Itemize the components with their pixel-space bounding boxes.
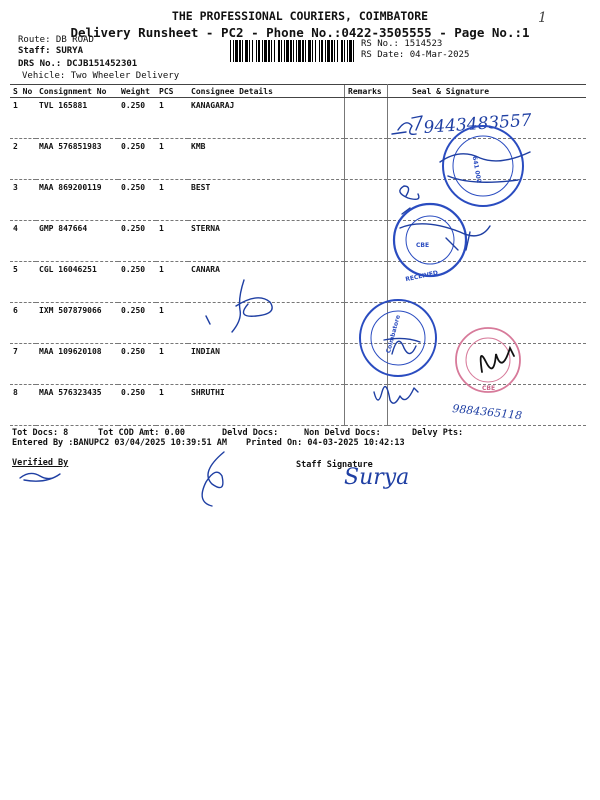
row-sno: 4 (10, 221, 36, 262)
row-consignee: BEST (188, 180, 345, 221)
row-consignment-no: GMP 847664 (36, 221, 118, 262)
row-pcs: 1 (156, 139, 188, 180)
verified-by-signature (20, 473, 60, 481)
delvd-docs: Delvd Docs: (222, 428, 279, 438)
row-consignment-no: CGL 16046251 (36, 262, 118, 303)
row-consignment-no: MAA 869200119 (36, 180, 118, 221)
cbe-text: CBE (416, 242, 430, 249)
received-stamp (394, 204, 466, 283)
col-pcs: PCS (156, 85, 188, 98)
row-sno: 8 (10, 385, 36, 426)
row8-phone-handwritten: 9884365118 (451, 402, 523, 423)
row-sno: 7 (10, 344, 36, 385)
col-consignee-details: Consignee Details (188, 85, 345, 98)
row-weight: 0.250 (118, 180, 156, 221)
row-sno: 2 (10, 139, 36, 180)
row-pcs: 1 (156, 98, 188, 139)
page-corner-mark: 1 (538, 10, 547, 26)
printed-on: Printed On: 04-03-2025 10:42:13 (246, 438, 405, 448)
non-delvd-docs: Non Delvd Docs: (304, 428, 381, 438)
row6-signature-scribble (206, 280, 272, 332)
drs-number: DRS No.: DCJB151452301 (18, 59, 138, 69)
row-consignment-no: TVL 165881 (36, 98, 118, 139)
row-sno: 5 (10, 262, 36, 303)
row-pcs: 1 (156, 180, 188, 221)
row4-signature-scribble (400, 224, 490, 250)
row-consignment-no: MAA 109620108 (36, 344, 118, 385)
row-pcs: 1 (156, 262, 188, 303)
row-consignee: STERNA (188, 221, 345, 262)
rs-date: RS Date: 04-Mar-2025 (361, 50, 470, 60)
row7-signature-scribble (481, 348, 514, 372)
row-consignee: KANAGARAJ (188, 98, 345, 139)
row-pcs: 1 (156, 385, 188, 426)
bank-pin-text: 641 002 (470, 155, 483, 184)
row-consignee: CANARA (188, 262, 345, 303)
verified-by-label: Verified By (12, 458, 69, 468)
document-subtitle: Delivery Runsheet - PC2 - Phone No.:0422-3505555 - Page No.:1 (70, 25, 530, 40)
row-pcs: 1 (156, 344, 188, 385)
bank-round-seal (443, 126, 523, 206)
tot-cod-amt: Tot COD Amt: 0.00 (98, 428, 185, 438)
vehicle-label: Vehicle: Two Wheeler Delivery (22, 71, 180, 81)
col-remarks: Remarks (345, 85, 388, 98)
col-sno: S No (10, 85, 36, 98)
coimbatore-text: Coimbatore (385, 314, 402, 354)
pink-stamp-cbe: CBE (482, 385, 496, 392)
row-consignee: KMB (188, 139, 345, 180)
col-weight: Weight (118, 85, 156, 98)
row1-signature-scribble (392, 116, 422, 134)
row-sno: 1 (10, 98, 36, 139)
tot-docs: Tot Docs: 8 (12, 428, 69, 438)
row-weight: 0.250 (118, 344, 156, 385)
row-sno: 3 (10, 180, 36, 221)
row-consignee: INDIAN (188, 344, 345, 385)
row-pcs: 1 (156, 221, 188, 262)
row-pcs: 1 (156, 303, 188, 344)
center-signature-loop (202, 452, 224, 506)
row-weight: 0.250 (118, 98, 156, 139)
row-sno: 6 (10, 303, 36, 344)
delvy-pts: Delvy Pts: (412, 428, 464, 438)
staff-label: Staff: SURYA (18, 46, 84, 56)
row-consignment-no: MAA 576323435 (36, 385, 118, 426)
row-weight: 0.250 (118, 385, 156, 426)
row-weight: 0.250 (118, 262, 156, 303)
staff-signature-handwritten: Surya (344, 465, 410, 490)
row-weight: 0.250 (118, 303, 156, 344)
route-label: Route: DB ROAD (18, 35, 94, 45)
rs-number: RS No.: 1514523 (361, 39, 443, 49)
row8-signature-scribble (374, 387, 418, 404)
pink-stamp (456, 328, 520, 392)
row-weight: 0.250 (118, 221, 156, 262)
staff-signature-label: Staff Signature (296, 460, 373, 470)
row-consignee: SHRUTHI (188, 385, 345, 426)
document-title: THE PROFESSIONAL COURIERS, COIMBATORE (171, 9, 429, 23)
row-weight: 0.250 (118, 139, 156, 180)
received-text: RECEIVED (404, 269, 439, 284)
row-consignment-no: IXM 507879066 (36, 303, 118, 344)
entered-by: Entered By :BANUPC2 03/04/2025 10:39:51 AM (12, 438, 227, 448)
row-consignment-no: MAA 576851983 (36, 139, 118, 180)
row1-phone-handwritten: 9443483557 (422, 110, 533, 138)
col-seal-signature: Seal & Signature (388, 85, 587, 98)
col-consignment-no: Consignment No (36, 85, 118, 98)
